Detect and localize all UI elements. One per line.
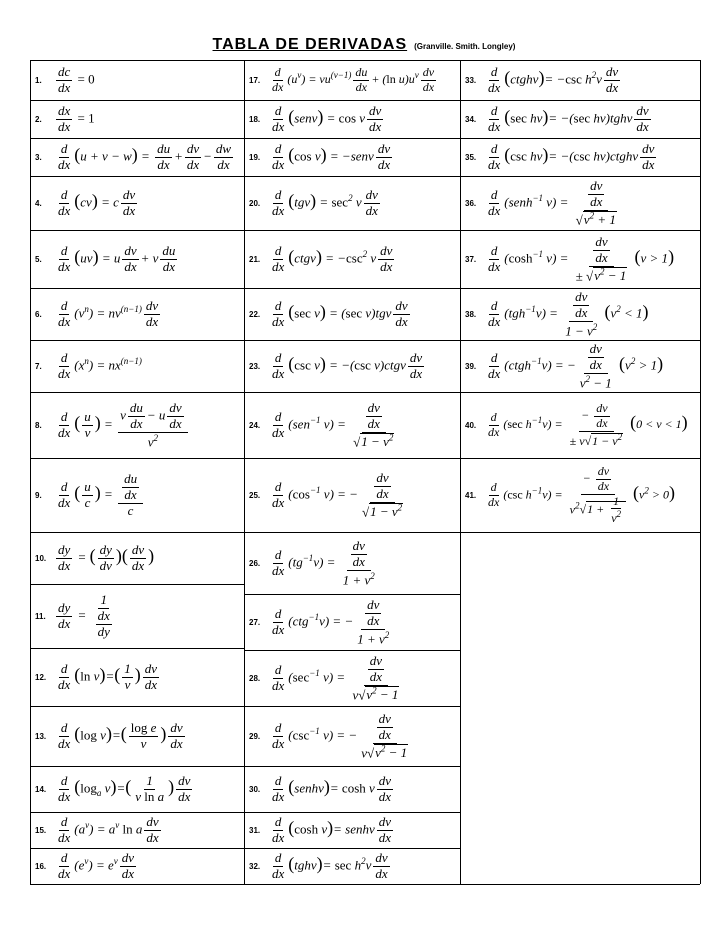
formula-expression: $\frac{d}{dx}$ $(u^v) = vu^{(v-1)}$ $\frac{du}{dx}$ + (ln $u)u^v$ $\frac{dv}{dx}$ <box>272 65 435 94</box>
formula-cell <box>31 849 244 884</box>
formula-cell <box>245 707 460 766</box>
formula-number: 1. <box>35 76 42 85</box>
formula-cell <box>245 393 460 458</box>
formula-cell <box>461 61 700 100</box>
formula-cell <box>245 767 460 812</box>
formula-cell <box>245 177 460 230</box>
formula-expression: $\frac{d}{dx}$ ($\csc^{-1}$ v) = − $\frac{dv}{dx}$ $v√v^2 - 1$ <box>272 710 408 761</box>
formula-number: 29. <box>249 732 261 741</box>
formula-expression: $\frac{d}{dx}$ $(tg^{-1}v)$ = $\frac{dv}{dx}$ $1 + v^2$ <box>272 537 375 588</box>
formula-expression: $\frac{d}{dx}$ $(e^v) = e^v$ $\frac{dv}{dx}$ <box>58 850 135 881</box>
formula-cell <box>245 533 460 594</box>
formula-expression: $\frac{d}{dx}$ $(a^v) = a^v$ ln a $\frac{dv}{dx}$ <box>58 814 159 845</box>
formula-cell <box>31 767 244 812</box>
formula-expression: $\frac{d}{dx}$ ($\log_a$ v)=( $\frac{1}{\text{v ln a}}$ ) $\frac{dv}{dx}$ <box>58 773 191 804</box>
formula-number: 24. <box>249 421 261 430</box>
formula-expression: $\frac{d}{dx}$ (ctgh$^{-1}$v) = − $\frac{dv}{dx}$ $v^2 - 1$ $(v^2 > 1)$ <box>488 341 664 391</box>
formula-expression: $\frac{d}{dx}$ (sec v) = (sec v)tgv $\frac{dv}{dx}$ <box>272 298 408 329</box>
formula-number: 5. <box>35 255 42 264</box>
formula-expression: $\frac{dy}{dx}$ = ( $\frac{dy}{dv}$ )( $\frac{dv}{dx}$ ) <box>58 542 155 573</box>
formula-expression: $\frac{d}{dx}$ ( $\frac{u}{v}$ ) = v $\frac{du}{dx}$ − u $\frac{dv}{dx}$ $v^2$ <box>54 401 190 450</box>
formula-number: 9. <box>35 491 42 500</box>
formula-number: 38. <box>465 310 477 319</box>
formula-expression: $\frac{d}{dx}$ (cv) = c $\frac{dv}{dx}$ <box>58 187 136 218</box>
formula-expression: $\frac{d}{dx}$ (sen$^{-1}$ v) = $\frac{dv}{dx}$ $√1 - v^2$ <box>272 399 394 450</box>
formula-number: 19. <box>249 153 261 162</box>
formula-number: 3. <box>35 153 42 162</box>
formula-expression: $\frac{dy}{dx}$ = 1 $\frac{dx}{dy}$ <box>58 592 110 639</box>
formula-number: 10. <box>35 554 47 563</box>
formula-number: 2. <box>35 115 42 124</box>
formula-expression: $\frac{dx}{dx}$ = 1 <box>58 103 95 134</box>
formula-cell <box>245 651 460 706</box>
formula-expression: $\frac{d}{dx}$ $(tgv) = \sec^2 v$ $\frac{dv}{dx}$ <box>272 187 378 218</box>
formula-cell <box>31 533 244 584</box>
formula-cell <box>245 231 460 288</box>
formula-number: 18. <box>249 115 261 124</box>
formula-expression: $\frac{d}{dx}$ (csc $h^{-1}v$) = − $\frac{dv}{dx}$ $v^2√1$ + $\frac{1}{v^2}$ $(v^2 > 0)$ <box>488 463 675 526</box>
formula-cell <box>31 177 244 230</box>
formula-number: 39. <box>465 362 477 371</box>
formula-number: 21. <box>249 255 261 264</box>
formula-expression: $\frac{d}{dx}$ ($\cos^{-1}$ v) = − $\frac{dv}{dx}$ $√1 - v^2$ <box>272 469 403 520</box>
formula-expression: $\frac{d}{dx}$ (tghv)= $\sec h^2v$ $\frac{dv}{dx}$ <box>272 850 388 881</box>
formula-expression: $\frac{d}{dx}$ ($\cosh^{-1}$ v) = $\frac{dv}{dx}$ ± $√v^2 - 1$ (v > 1) <box>488 233 675 284</box>
formula-number: 41. <box>465 491 477 500</box>
formula-number: 13. <box>35 732 47 741</box>
formula-cell <box>461 289 700 340</box>
formula-number: 15. <box>35 826 47 835</box>
formula-number: 35. <box>465 153 477 162</box>
formula-cell <box>461 101 700 138</box>
formula-number: 6. <box>35 310 42 319</box>
formula-cell <box>245 289 460 340</box>
formula-expression: $\frac{d}{dx}$ (uv) = u $\frac{dv}{dx}$ + v $\frac{du}{dx}$ <box>58 243 176 274</box>
formula-expression: $\frac{d}{dx}$ (ctg$^{-1}$v) = − $\frac{dv}{dx}$ $1 + v^2$ <box>272 596 390 647</box>
formula-number: 26. <box>249 559 261 568</box>
formula-number: 31. <box>249 826 261 835</box>
formula-expression: $\frac{d}{dx}$ (tgh$^{-1}$v) = $\frac{dv}{dx}$ $1 - v^2$ $(v^2 < 1)$ <box>488 289 649 339</box>
formula-number: 22. <box>249 310 261 319</box>
formula-cell <box>245 849 460 884</box>
formula-number: 33. <box>465 76 477 85</box>
formula-cell <box>31 585 244 648</box>
formula-expression: $\frac{dc}{dx}$ = 0 <box>58 64 95 95</box>
formula-cell <box>31 61 244 100</box>
formula-cell <box>31 393 244 458</box>
formula-cell <box>245 101 460 138</box>
formula-cell <box>31 813 244 848</box>
formula-cell <box>245 341 460 392</box>
formula-cell <box>245 459 460 532</box>
formula-cell <box>461 231 700 288</box>
formula-number: 28. <box>249 674 261 683</box>
formula-number: 40. <box>465 421 477 430</box>
formula-expression: $\frac{d}{dx}$ (log v)=( $\frac{\text{log e}}{v}$ ) $\frac{dv}{dx}$ <box>58 720 183 751</box>
formula-number: 27. <box>249 618 261 627</box>
formula-number: 34. <box>465 115 477 124</box>
formula-number: 23. <box>249 362 261 371</box>
subtitle-text: (Granville. Smith. Longley) <box>414 42 516 51</box>
formula-number: 12. <box>35 673 47 682</box>
formula-number: 4. <box>35 199 42 208</box>
formula-expression: $\frac{d}{dx}$ (senv) = cos v $\frac{dv}{dx}$ <box>272 103 382 134</box>
formula-cell <box>245 813 460 848</box>
formula-cell <box>461 139 700 176</box>
formula-cell <box>31 231 244 288</box>
formula-cell <box>461 341 700 392</box>
formula-number: 25. <box>249 491 261 500</box>
formula-number: 7. <box>35 362 42 371</box>
formula-expression: $\frac{d}{dx}$ (sec $h^{-1}v$) = − $\frac{dv}{dx}$ ± $v√1 - v^2$ (0 < v < 1) <box>488 401 688 448</box>
formula-cell <box>31 707 244 766</box>
formula-number: 16. <box>35 862 47 871</box>
formula-cell <box>31 289 244 340</box>
formula-expression: $\frac{d}{dx}$ (cos v) = −senv $\frac{dv}{dx}$ <box>272 141 391 172</box>
formula-cell <box>31 341 244 392</box>
formula-number: 36. <box>465 199 477 208</box>
formula-expression: $\frac{d}{dx}$ $(v^n) = nv^{(n-1)}$ $\frac{dv}{dx}$ <box>58 298 159 329</box>
formula-number: 8. <box>35 421 42 430</box>
formula-number: 32. <box>249 862 261 871</box>
formula-cell <box>31 649 244 706</box>
formula-expression: $\frac{d}{dx}$ ($\sec^{-1}$ v) = $\frac{dv}{dx}$ $v√v^2 - 1$ <box>272 652 399 703</box>
title-text: TABLA DE DERIVADAS <box>212 36 408 53</box>
formula-cell <box>461 393 700 458</box>
formula-expression: $\frac{d}{dx}$ $(x^n) = nx^{(n-1)}$ <box>58 350 142 381</box>
formula-cell <box>31 459 244 532</box>
formula-number: 17. <box>249 76 261 85</box>
formula-expression: $\frac{d}{dx}$ (ctghv)= −csc $h^2v$ $\frac{dv}{dx}$ <box>488 64 619 95</box>
formula-cell <box>245 139 460 176</box>
formula-cell <box>31 101 244 138</box>
formula-cell <box>461 177 700 230</box>
formula-number: 14. <box>35 785 47 794</box>
formula-number: 11. <box>35 612 46 621</box>
formula-expression: $\frac{d}{dx}$ (ctgv) = $-\csc^2$ v $\frac{dv}{dx}$ <box>272 243 393 274</box>
formula-expression: $\frac{d}{dx}$ (ln v)=( $\frac{1}{v}$ ) $\frac{dv}{dx}$ <box>58 661 157 692</box>
formula-expression: $\frac{d}{dx}$ (csc v) = −(csc v)ctgv $\frac{dv}{dx}$ <box>272 350 423 381</box>
formula-expression: $\frac{d}{dx}$ (senhv)= cosh v $\frac{dv}{dx}$ <box>272 773 392 804</box>
formula-number: 20. <box>249 199 261 208</box>
formula-cell <box>245 595 460 650</box>
formula-expression: $\frac{d}{dx}$ (csc hv)= −(csc hv)ctghv $\frac{dv}{dx}$ <box>488 141 655 172</box>
formula-cell <box>31 139 244 176</box>
formula-number: 30. <box>249 785 261 794</box>
formula-expression: $\frac{d}{dx}$ ( $\frac{u}{c}$ ) = $\frac{du}{dx}$ c <box>54 472 145 519</box>
formula-expression: $\frac{d}{dx}$ (cosh v)= senhv $\frac{dv}{dx}$ <box>272 814 392 845</box>
formula-cell <box>461 459 700 532</box>
formula-cell <box>245 61 460 100</box>
formula-expression: $\frac{d}{dx}$ (senh$^{-1}$ v) = $\frac{dv}{dx}$ $√v^2 + 1$ <box>488 177 616 228</box>
formula-expression: $\frac{d}{dx}$ (u + v − w) = $\frac{du}{dx}$ + $\frac{dv}{dx}$ − $\frac{dw}{dx}$ <box>58 141 232 172</box>
formula-expression: $\frac{d}{dx}$ (sec hv)= −(sec hv)tghv $\frac{dv}{dx}$ <box>488 103 649 134</box>
formula-number: 37. <box>465 255 477 264</box>
